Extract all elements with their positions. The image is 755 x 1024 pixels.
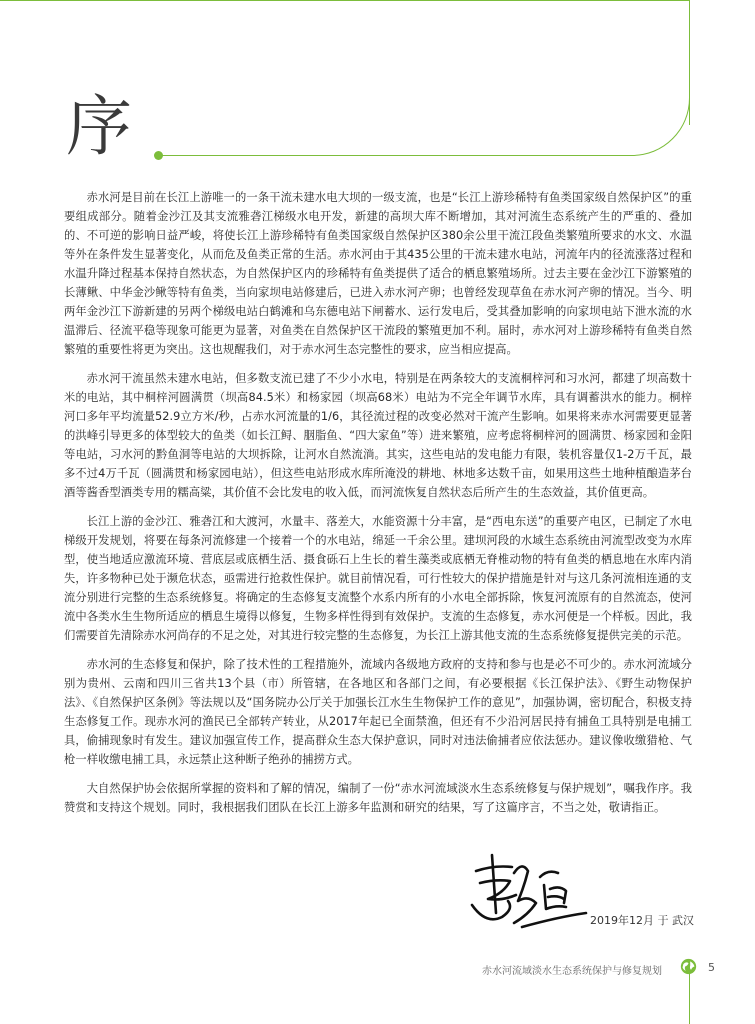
preface-body: [64, 188, 692, 827]
running-title: 赤水河流域淡水生态系统保护与修复规划: [482, 966, 662, 977]
frame-dot: [154, 151, 163, 160]
paragraph: 赤水河的生态修复和保护，除了技术性的工程措施外，流域内各级地方政府的支持和参与也是必不可少的。赤水河流域分别为贵州、云南和四川三省共13个县（市）所管辖，在各地区和各部门之间，有必要根据《长江保护法》、《野生动物保护法》、《自然保护区条例》等法规以及“国务院办公厅关于加强长江水生生物保护工作的意见”，加强协调，密切配合，积极支持生态修复工作。现赤水河的渔民已全部转产转业，从2017年起已全面禁渔，但还有不少沿河居民持有捕鱼工具特别是电捕工具，偷捕现象时有发生。建议加强宣传工作，提高群众生态大保护意识，同时对违法偷捕者应依法惩办。建议像收缴猎枪、气枪一样收缴电捕工具，永远禁止这种断子绝孙的捕捞方式。: [64, 658, 692, 766]
frame-line-bottom: [689, 960, 690, 1024]
paragraph: 大自然保护协会依据所掌握的资料和了解的情况，编制了一份“赤水河流域淡水生态系统修复与保护规划”，嘱我作序。我赞赏和支持这个规划。同时，我根据我们团队在长江上游多年监测和研究的结果，写了这篇序言，不当之处，敬请指正。: [64, 782, 692, 814]
signature-date: 2019年12月 于 武汉: [590, 914, 694, 927]
paragraph: 长江上游的金沙江、雅砻江和大渡河，水量丰、落差大，水能资源十分丰富，是“西电东送”的重要产电区，已制定了水电梯级开发规划，将要在每条河流修建一个接着一个的水电站，绵延一千余公里。建坝河段的水域生态系统由河流型改变为水库型，使当地适应激流环境、营底层或底栖生活、摄食砾石上生长的着生藻类或底栖无脊椎动物的特有鱼类的栖息地在水库内消失，许多物种已处于濒危状态，亟需进行抢救性保护。就目前情况看，可行性较大的保护措施是针对与这几条河流相连通的支流分别进行完整的生态系统修复。将确定的生态修复支流整个水系内所有的小水电全部拆除，恢复河流原有的自然流态，使河流中各类水生生物所适应的栖息生境得以修复，生物多样性得到有效保护。支流的生态修复，赤水河便是一个样板。因此，我们需要首先清除赤水河尚存的不足之处，对其进行较完整的生态修复，为长江上游其他支流的生态系统修复提供完美的示范。: [64, 515, 692, 642]
handwritten-signature: [462, 843, 592, 933]
paragraph: 赤水河干流虽然未建水电站，但多数支流已建了不少小水电，特别是在两条较大的支流桐梓河和习水河，都建了坝高数十米的电站，其中桐梓河圆满贯（坝高84.5米）和杨家园（坝高68米）电站为不完全年调节水库，具有调蓄洪水的能力。桐梓河口多年平均流量52.9立方米/秒，占赤水河流量的1/6，其径流过程的改变必然对干流产生影响。如果将来赤水河需要更显著的洪峰引导更多的体型较大的鱼类（如长江鲟、胭脂鱼、“四大家鱼”等）进来繁殖，应考虑将桐梓河的圆满贯、杨家园和金阳等电站，习水河的黔鱼洞等电站的大坝拆除，让河水自然流淌。其实，这些电站的发电能力有限，装机容量仅1-2万千瓦，最多不过4万千瓦（圆满贯和杨家园电站），但这些电站形成水库所淹没的耕地、林地多达数千亩，如果用这些土地种植酿造茅台酒等酱香型酒类专用的糯高粱，其价值不会比发电的收入低，而河流恢复自然状态后所产生的生态效益，其价值更高。: [64, 372, 692, 499]
frame-curve: [160, 96, 690, 156]
page-title: 序: [66, 88, 132, 165]
frame-line-top: [0, 0, 690, 1]
paragraph: 赤水河是目前在长江上游唯一的一条干流未建水电大坝的一级支流，也是“长江上游珍稀特有鱼类国家级自然保护区”的重要组成部分。随着金沙江及其支流雅砻江梯级水电开发，新建的高坝大库不断增加，其对河流生态系统产生的严重的、叠加的、不可逆的影响日益严峻，将使长江上游珍稀特有鱼类国家级自然保护区380余公里干流江段鱼类繁殖所要求的水文、水温等外在条件发生显著变化，从而危及鱼类正常的生活。赤水河由于其435公里的干流未建水电站，河流年内的径流涨落过程和水温升降过程基本保持自然状态，为自然保护区内的珍稀特有鱼类提供了适合的栖息繁殖场所。过去主要在金沙江下游繁殖的长薄鳅、中华金沙鳅等特有鱼类，当向家坝电站修建后，已进入赤水河产卵；也曾经发现草鱼在赤水河产卵的情况。当今、明两年金沙江下游新建的另两个梯级电站白鹤滩和乌东德电站下闸蓄水、运行发电后，受其叠加影响的向家坝电站下泄水流的水温滞后、径流平稳等现象可能更为显著，对鱼类在自然保护区干流段的繁殖更加不利。届时，赤水河对上游珍稀特有鱼类自然繁殖的重要性将更为突出。这也规醒我们，对于赤水河生态完整性的要求，应当相应提高。: [64, 191, 692, 356]
page-number: 5: [708, 961, 715, 974]
